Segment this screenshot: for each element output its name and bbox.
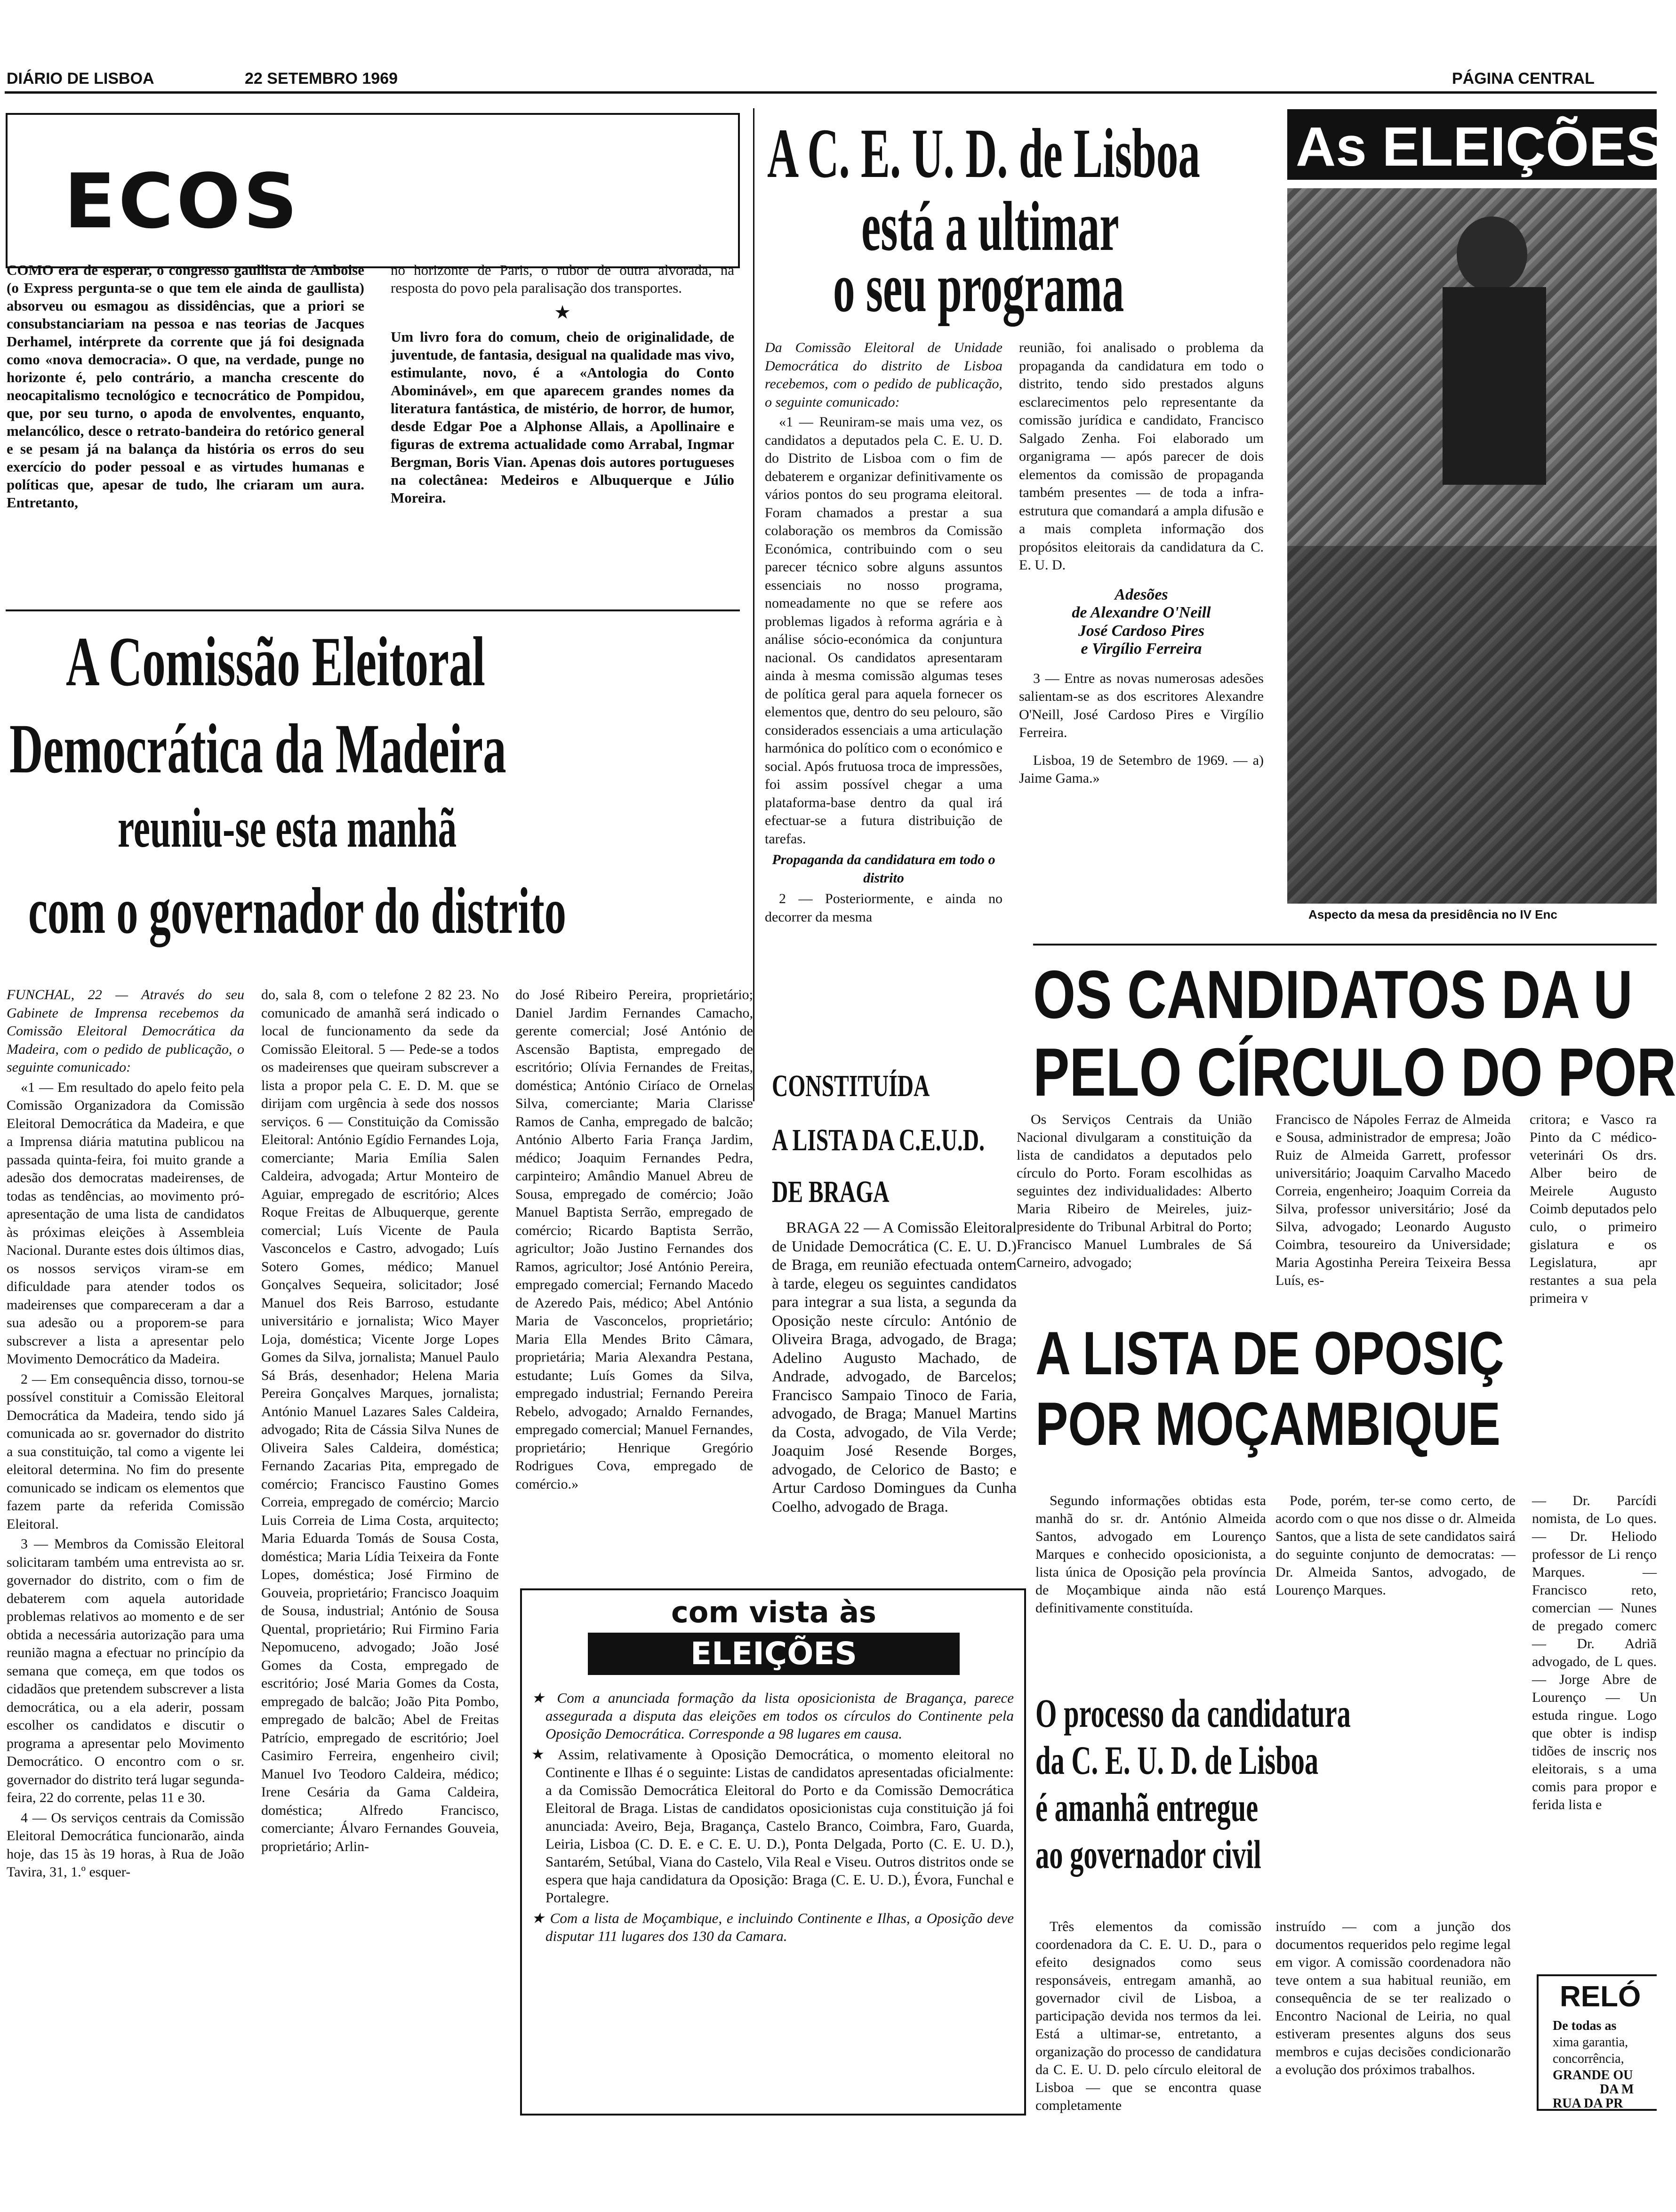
processo-column-1 [1035,1918,1261,2116]
watch-ad-line-3: concorrência, [1553,2052,1624,2066]
ceud-headline-3: o seu programa [833,248,1124,327]
madeira-names-2: do José Ribeiro Pereira, proprietário; Daniel Jardim Fernandes Camacho, gerente comercial; José António de Ascensão Baptista, empregado de escritório; Olívia Fernandes de Freitas, doméstica; António Ciríaco de Ornelas Silva, comerciante; Maria Clarisse Ramos de Canha, empregado de balcão; António Alberto Faria França Jardim, médico; Joaquim Fernandes Pedra, carpinteiro; Amândio Manuel Abreu de Sousa, empregado de comércio; João Manuel Baptista Serrão, empregado de comércio; Ricardo Baptista Serrão, agricultor; João Justino Fernandes dos Ramos, agricultor; José António Pereira, empregado comercial; Fernando Macedo de Azeredo Pais, médico; Abel António Maria de Vasconcelos, proprietário; Maria Ella Mendes Brito Câmara, proprietária; Maria Alexandra Pestana, estudante; Luís Gomes da Silva, empregado industrial; Fernando Pereira Rebelo, advogado; Arnaldo Fernandes, empregado comercial; Manuel Fernandes, proprietário; Henrique Gregório Rodrigues Cova, empregado de comércio.» [515,987,753,1492]
porto-column-3 [1530,1111,1657,1306]
eleicoes-banner [1287,109,1663,180]
ceud-column-2 [1019,339,1264,790]
madeira-headline-3: reuniu-se esta manhã [118,796,457,859]
watch-ad-line-4: GRANDE OU [1553,2068,1633,2083]
ecos-text-2a: no horizonte de Paris, o rubor de outra alvorada, na resposta do povo pela paralisação dos transportes. [391,262,734,296]
porto-text-1: Os Serviços Centrais da União Nacional divulgaram a constituição da lista de candidatos a deputados pelo círculo do Porto. Foram escolhidas as seguintes dez individualidades: Alberto Maria Ribeiro de Meireles, juiz-presidente do Tribunal Arbitral do Porto; Francisco Manuel Lumbrales de Sá Carneiro, advogado; [1017,1112,1252,1270]
ecos-column-2 [391,261,734,507]
vista-box [520,1588,1026,2116]
mocambique-headline-2: POR MOÇAMBIQUE [1035,1389,1500,1458]
ecos-title: ECOS [64,157,300,245]
star-separator: ★ [554,302,571,323]
vista-bullets [531,1689,1014,1948]
mocambique-column-2 [1275,1492,1516,1601]
ecos-bottom-rule [6,609,740,611]
processo-column-2 [1275,1918,1511,2081]
ceud-subhead-1: Propaganda da candidatura em todo o distrito [772,852,995,886]
watch-ad-title: RELÓ [1560,1980,1641,2013]
processo-headline-2: da C. E. U. D. de Lisboa [1035,1738,1319,1783]
madeira-headline-1: A Comissão Eleitoral [66,623,485,701]
porto-headline-2: PELO CÍRCULO DO POR [1033,1034,1676,1110]
braga-column [772,1219,1017,1518]
star-icon: ★ [531,1746,550,1763]
ceud-subhead-2c: José Cardoso Pires [1078,622,1205,640]
photo-caption: Aspecto da mesa da presidência no IV Enc [1308,907,1557,922]
vista-title-1: com vista às [671,1595,876,1629]
ceud-subhead-2d: e Virgílio Ferreira [1081,640,1202,657]
madeira-column-3 [515,986,753,1495]
photo-figure-body [1443,287,1546,485]
madeira-para-4: 4 — Os serviços centrais da Comissão Eleitoral Democrática funcionarão, ainda hoje, das 15 às 19 horas, à Rua de João Tavira, 31, 1.º esquer- [7,1810,244,1880]
ceud-para-2: 2 — Posteriormente, e ainda no decorrer da mesma [765,891,1002,925]
page-label: PÁGINA CENTRAL [1452,70,1595,88]
madeira-para-2: 2 — Em consequência disso, tornou-se possível constituir a Comissão Eleitoral Democrática da Madeira, tendo sido já comunicada ao sr. governador do distrito a sua constituição, tal como a vigente lei eleitoral determina. No fim do presente comunicado se indicam os elementos que fazem parte da referida Comissão Eleitoral. [7,1371,244,1532]
mocambique-column-3 [1532,1492,1657,1948]
ceud-headline-2: está a ultimar [861,187,1119,265]
vista-bullet-2: ★ Assim, relativamente à Oposição Democrática, o momento eleitoral no Continente e Ilhas é o seguinte: Listas de candidatos apresentadas oficialmente: a da Comissão Democrática Eleitoral do Porto e da Comissão Democrática Eleitoral de Braga. Listas de candidatos oposicionistas cuja constituição já foi anunciada: Aveiro, Beja, Bragança, Castelo Branco, Coimbra, Faro, Guarda, Leiria, Lisboa (C. D. E. e C. E. U. D.), Ponta Delgada, Porto (C. E. U. D.), Santarém, Setúbal, Viana do Castelo, Vila Real e Viseu. Outros distritos onde se espera que haja candidatura da Oposição: Braga (C. E. U. D.), Évora, Funchal e Portalegre. [531,1746,1014,1906]
vista-bullet-3: ★ Com a lista de Moçambique, e incluindo Continente e Ilhas, a Oposição deve disputar 111 lugares dos 130 da Camara. [531,1910,1014,1944]
ceud-signature: Lisboa, 19 de Setembro de 1969. — a) Jaime Gama.» [1019,752,1264,786]
photo-table [1287,546,1657,904]
ceud-column-1 [765,339,1002,928]
braga-headline-3: DE BRAGA [772,1175,890,1209]
madeira-para-3: 3 — Membros da Comissão Eleitoral solicitaram também uma entrevista ao sr. governador do distrito, com o fim de debaterem com aquela autoridade problemas relativos ao momento e de ser obtida a necessária autorização para uma reunião magna a efectuar no princípio da semana que começa, em que todos os cidadãos que pretendem subscrever a lista democrática, ou a ela aderir, possam escolher os candidatos e discutir o programa a apresentar pelo Movimento Democrático. O encontro com o sr. governador do distrito terá lugar segunda-feira, 22 do corrente, pelas 11 e 30. [7,1536,244,1805]
vista-title-2: ELEIÇÕES [588,1633,960,1675]
processo-headline-1: O processo da candidatura [1035,1691,1351,1736]
porto-text-3: critora; e Vasco ra Pinto da C médico-veterinári Os drs. Alber beiro de Meirele Augusto Coimb deputados pelo culo, o primeiro gislatura e os Legislatura, apr restantes a sua pela primeira v [1530,1112,1657,1306]
ceud-headline-1: A C. E. U. D. de Lisboa [767,114,1200,192]
ecos-box [6,113,740,268]
watch-ad-line-1: De todas as [1553,2019,1617,2033]
mocambique-text-1: Segundo informações obtidas esta manhã do sr. dr. António Almeida Santos, advogado em Lourenço Marques e conhecido oposicionista, a lista única de Oposição pela província de Moçambique ainda não está definitivamente constituída. [1035,1493,1266,1616]
paper-name: DIÁRIO DE LISBOA [7,70,154,88]
ecos-column-1 [7,261,364,512]
ceud-para-1: «1 — Reuniram-se mais uma vez, os candidatos a deputados pela C. E. U. D. do Distrito de Lisboa com o fim de debaterem e organizar definitivamente os vários pontos do seu programa eleitoral. Foram chamados a prestar a sua colaboração os membros da Comissão Económica, contribuindo com o seu parecer técnico sobre alguns assuntos essenciais no nosso programa, nomeadamente no que se refere aos problemas ligados à reforma agrária e à análise sócio-económica da conjuntura nacional. Os candidatos apresentaram ainda à mesma comissão algumas teses de política geral para aquela fornecer os elementos que, dentro do seu pelouro, são considerados essenciais a uma articulação harmónica do político com o económico e social. Após frutuosa troca de impressões, foi assim possível chegar a uma plataforma-base dentro da qual irá efectuar-se a futura distribuição de tarefas. [765,414,1002,847]
mocambique-text-2: Pode, porém, ter-se como certo, de acordo com o que nos disse o dr. Almeida Santos, que a lista de sete candidatos sairá do seguinte conjunto de democratas: —Dr. Almeida Santos, advogado, de Lourenço Marques. [1275,1493,1516,1598]
masthead-rule [5,91,1657,94]
ecos-text-1: COMO era de esperar, o congresso gaullista de Amboise (o Express pergunta-se o que tem ele ainda de gaullista) absorveu ou esmagou as dissidências, que a priori se consubstanciariam na pessoa e nas teorias de Jacques Derhamel, intérprete da corrente que já foi designada como «nova democracia». O que, na verdade, punge no horizonte é, pelo contrário, a mancha crescente do neocapitalismo tecnológico e tecnocrático de Pompidou, que, por seu turno, o apoda de envolventes, enquanto, melancólico, desce o retrato-bandeira do retórico general e se pesam já na balança da história os erros do seu exercício do poder pessoal e as virtudes humanas e políticas que, apesar de tudo, lhe criaram um aura. Entretanto, [7,262,364,511]
processo-headline-4: ao governador civil [1035,1832,1261,1877]
column-rule [753,108,754,1101]
braga-text: BRAGA 22 — A Comissão Eleitoral de Unidade Democrática (C. E. U. D.) de Braga, em reunião efectuada ontem à tarde, elegeu os seguintes candidatos para integrar a sua lista, a segunda da Oposição neste círculo: António de Oliveira Braga, advogado, de Braga; Adelino Augusto Machado, de Andrade, advogado, de Barcelos; Francisco Sampaio Tinoco de Faria, advogado, de Braga; Manuel Martins da Costa, advogado, de Vila Verde; Joaquim José Resende Borges, advogado, de Celorico de Basto; e Artur Cardoso Domingues da Cunha Coelho, advogado de Braga. [772,1219,1017,1515]
vista-bullet-1: ★ Com a anunciada formação da lista oposicionista de Bragança, parece assegurada a disputa das eleições em todos os círculos do Continente pela Oposição Democrática. Corresponde a 98 lugares em causa. [531,1690,1014,1742]
ceud-lead: Da Comissão Eleitoral de Unidade Democrática do distrito de Lisboa recebemos, com o pedido de publicação, o seguinte comunicado: [765,340,1002,410]
star-icon: ★ [531,1910,545,1926]
porto-column-2 [1275,1111,1511,1291]
processo-text-2: instruído — com a junção dos documentos requeridos pelo regime legal em vigor. A comissão coordenadora não teve ontem a sua habitual reunião, em consequência de se ter realizado o Encontro Nacional de Leiria, no qual estiveram presentes alguns dos seus membros e cujas decisões condicionarão a evolução dos próximos trabalhos. [1275,1919,1511,2077]
porto-top-rule [1033,944,1657,946]
processo-headline-3: é amanhã entregue [1035,1785,1259,1830]
porto-column-1 [1017,1111,1252,1274]
eleicoes-banner-text: As ELEIÇÕES [1296,116,1663,178]
watch-ad-line-5: DA M [1600,2082,1634,2097]
madeira-names-1: do, sala 8, com o telefone 2 82 23. No comunicado de amanhã será indicado o local de funcionamento da sede da Comissão Eleitoral. 5 — Pede-se a todos os madeirenses que queiram subscrever a lista a propor pela C. E. D. M. que se dirijam com urgência à sede dos nossos serviços. 6 — Constituição da Comissão Eleitoral: António Egídio Fernandes Loja, comerciante; Maria Emília Salen Caldeira, advogada; Artur Monteiro de Aguiar, empregado de escritório; Alces Roque Freitas de Albuquerque, gerente comercial; Luís Vicente de Paula Vasconcelos e Castro, advogado; Luís Sotero Gomes, médico; Manuel Gonçalves Sequeira, solicitador; José Manuel dos Reis Barroso, estudante universitário e jornalista; Wico Mayer Loja, doméstica; Vicente Jorge Lopes Gomes da Silva, jornalista; Manuel Paulo Sá Brás, desenhador; Helena Maria Pereira Gonçalves Marques, jornalista; António Manuel Lazares Sales Caldeira, advogado; Rita de Cássia Silva Nunes de Oliveira Sales Caldeira, doméstica; Fernando Zacarias Pita, empregado de comércio; Francisco Faustino Gomes Correia, empregado de comércio; Marcio Luis Correia de Lima Costa, arquitecto; Maria Eduarda Tomás de Sousa Costa, doméstica; Maria Lídia Teixeira da Fonte Lopes, doméstica; José Firmino de Gouveia, proprietário; Francisco Joaquim de Sousa, industrial; António de Sousa Quental, proprietário; Rui Firmino Faria Nepomuceno, advogado; João José Gomes da Costa, empregado de escritório; José Maria Gomes da Costa, empregado de balcão; João Pita Pombo, empregado de balcão; Abel de Freitas Patrício, empregado de escritório; Joel Casimiro Ferreira, engenheiro civil; Manuel Ivo Teodoro Caldeira, médico; Irene Cesária da Gama Caldeira, doméstica; Alfredo Francisco, comerciante; Álvaro Fernandes Gouveia, proprietário; Arlin- [261,987,499,1854]
madeira-lead: FUNCHAL, 22 — Através do seu Gabinete de Imprensa recebemos da Comissão Eleitoral Democrática da Madeira, com o pedido de publicação, o seguinte comunicado: [7,987,244,1075]
porto-headline-1: OS CANDIDATOS DA U [1033,956,1633,1033]
madeira-para-1: «1 — Em resultado do apelo feito pela Comissão Organizadora da Comissão Eleitoral Democrática da Madeira, e que a Imprensa diária matutina publicou na passada quinta-feira, foi muito grande a adesão dos democratas madeirenses, de todas as tendências, ao movimento pró-apresentação de uma lista de candidatos às próximas eleições à Assembleia Nacional. Durante estes dois últimos dias, os nossos serviços viram-se em dificuldade para atender todos os madeirenses que compareceram a dar a sua adesão ou a proporem-se para subscrever a lista a apresentar pelo Movimento Democrático da Madeira. [7,1079,244,1367]
mocambique-column-1 [1035,1492,1266,1619]
star-icon: ★ [531,1690,549,1706]
photo-figure [1457,216,1527,292]
ceud-subhead-2a: Adesões [1115,585,1168,603]
ceud-para-4: 3 — Entre as novas numerosas adesões salientam-se as dos escritores Alexandre O'Neill, José Cardoso Pires e Virgílio Ferreira. [1019,670,1264,740]
watch-ad-line-2: xima garantia, [1553,2035,1628,2050]
madeira-headline-2: Democrática da Madeira [9,710,506,788]
meeting-photo [1287,188,1657,904]
madeira-column-1 [7,986,244,1883]
porto-text-2: Francisco de Nápoles Ferraz de Almeida e Sousa, administrador de empresa; João Ruiz de Almeida Garrett, professor universitário; Joaquim Carvalho Macedo Correia, engenheiro; Joaquim Correia da Silva, professor universitário; José da Silva, advogado; Leonardo Augusto Coimbra, tesoureiro da Universidade; Maria Agostinha Pereira Teixeira Bessa Luís, es- [1275,1112,1511,1288]
braga-headline-2: A LISTA DA C.E.U.D. [772,1123,985,1157]
ceud-subhead-2b: de Alexandre O'Neill [1072,604,1211,621]
madeira-headline-4: com o governador do distrito [28,874,566,947]
processo-text-1: Três elementos da comissão coordenadora da C. E. U. D., para o efeito designados como seus responsáveis, entregam amanhã, ao governador civil de Lisboa, a participação devida nos termos da lei. Está a ultimar-se, entretanto, a organização do processo de candidatura da C. E. U. D. pelo círculo eleitoral de Lisboa — que se encontra quase completamente [1035,1919,1261,2113]
ceud-para-3: reunião, foi analisado o problema da propaganda da candidatura em todo o distrito, tendo sido prestados alguns esclarecimentos pelo representante da comissão jurídica e candidato, Francisco Salgado Zenha. Foi elaborado um organigrama — após parecer de dois elementos da comissão de propaganda também presentes — de toda a infra-estrutura que comandará a ampla difusão e a mais completa informação dos propósitos eleitorais da candidatura da C. E. U. D. [1019,340,1264,573]
watch-ad-line-6: RUA DA PR [1553,2096,1623,2111]
ecos-text-2b: Um livro fora do comum, cheio de originalidade, de juventude, de fantasia, desigual na qualidade mas vivo, estimulante, novo, é a «Antologia do Conto Abominável», em que aparecem grandes nomes da literatura fantástica, de mistério, de horror, de humor, desde Edgar Poe a Alphonse Allais, a Apollinaire e figuras de extrema actualidade como Arrabal, Ingmar Bergman, Boris Vian. Apenas dois autores portugueses na colectânea: Medeiros e Albuquerque e Júlio Moreira. [391,329,734,506]
watch-ad [1537,1974,1657,2111]
braga-headline-1: CONSTITUÍDA [772,1069,930,1103]
madeira-column-2 [261,986,499,1858]
mocambique-headline-1: A LISTA DE OPOSIÇ [1035,1319,1504,1387]
page-date: 22 SETEMBRO 1969 [245,70,398,88]
mocambique-text-3: — Dr. Parcídi nomista, de Lo ques. — Dr. Heliodo professor de Li renço Marques. — Francisco reto, comercian — Nunes de pregado comerc — Dr. Adriã advogado, de L ques. — Jorge Abre de Lourenço — Un estuda ringue. Logo que obter is indisp tidões de inscriç nos eleitorais, s a uma comis para propor e ferida lista e [1532,1493,1657,1812]
